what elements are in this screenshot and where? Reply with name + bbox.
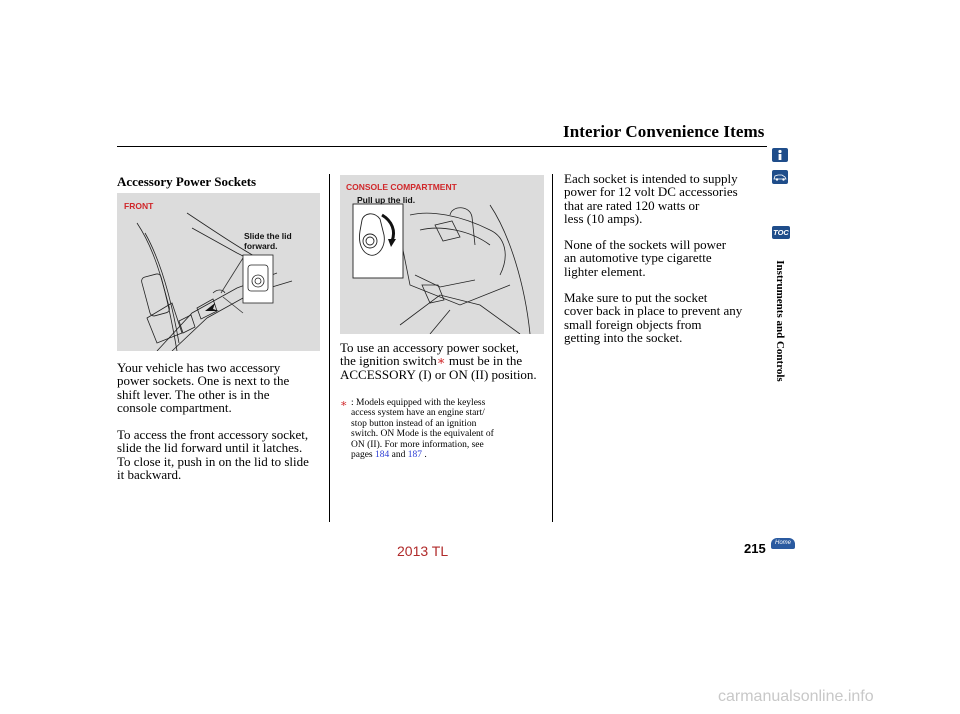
figure-front-socket [117, 193, 320, 351]
keyless-note: : Models equipped with the keyless access system have an engine start/ stop button instead of an ignition switch. ON Mode is the equivalent of ON (II). For more information, see pages 184 and 187 . [351, 398, 494, 461]
model-watermark: 2013 TL [397, 543, 449, 559]
home-button[interactable]: Home [771, 538, 795, 549]
info-button[interactable] [772, 148, 788, 162]
col3-paragraph-3: Make sure to put the socket cover back in place to prevent any small foreign objects from getting into the socket. [564, 290, 743, 346]
col3-paragraph-1: Each socket is intended to supply power for 12 volt DC accessories that are rated 120 watts or less (10 amps). [564, 171, 738, 227]
section-side-label: Instruments and Controls [774, 260, 786, 382]
label-console-compartment: CONSOLE COMPARTMENT [346, 182, 457, 192]
note-asterisk: ∗ [340, 398, 348, 410]
asterisk-footnote-mark: ∗ [436, 353, 446, 369]
col2-paragraph-1: To use an accessory power socket, the ignition switch∗ must be in the ACCESSORY (I) or ON (II) position. [340, 340, 537, 382]
column-divider-1 [329, 174, 330, 522]
toc-button[interactable]: TOC [773, 228, 789, 237]
page-title: Interior Convenience Items [563, 122, 765, 141]
label-slide-lid: Slide the lid forward. [244, 231, 292, 251]
column-divider-2 [552, 174, 553, 522]
page-link-184[interactable]: 184 [375, 450, 390, 461]
front-socket-illustration [117, 193, 320, 351]
site-watermark: carmanualsonline.info [718, 688, 874, 705]
car-icon [772, 170, 788, 184]
col1-paragraph-1: Your vehicle has two accessory power sockets. One is next to the shift lever. The other is in the console compartment. [117, 360, 290, 416]
label-front: FRONT [124, 201, 154, 211]
vehicle-index-button[interactable] [772, 170, 788, 184]
page-link-187[interactable]: 187 [407, 450, 422, 461]
col3-paragraph-2: None of the sockets will power an automotive type cigarette lighter element. [564, 237, 727, 279]
header-rule [117, 146, 767, 147]
label-pull-lid: Pull up the lid. [357, 195, 416, 205]
info-icon [772, 148, 788, 162]
page-number: 215 [744, 541, 766, 556]
section-heading: Accessory Power Sockets [117, 174, 257, 189]
col1-paragraph-2: To access the front accessory socket, slide the lid forward until it latches. To close it, push in on the lid to slide it backward. [117, 427, 309, 483]
